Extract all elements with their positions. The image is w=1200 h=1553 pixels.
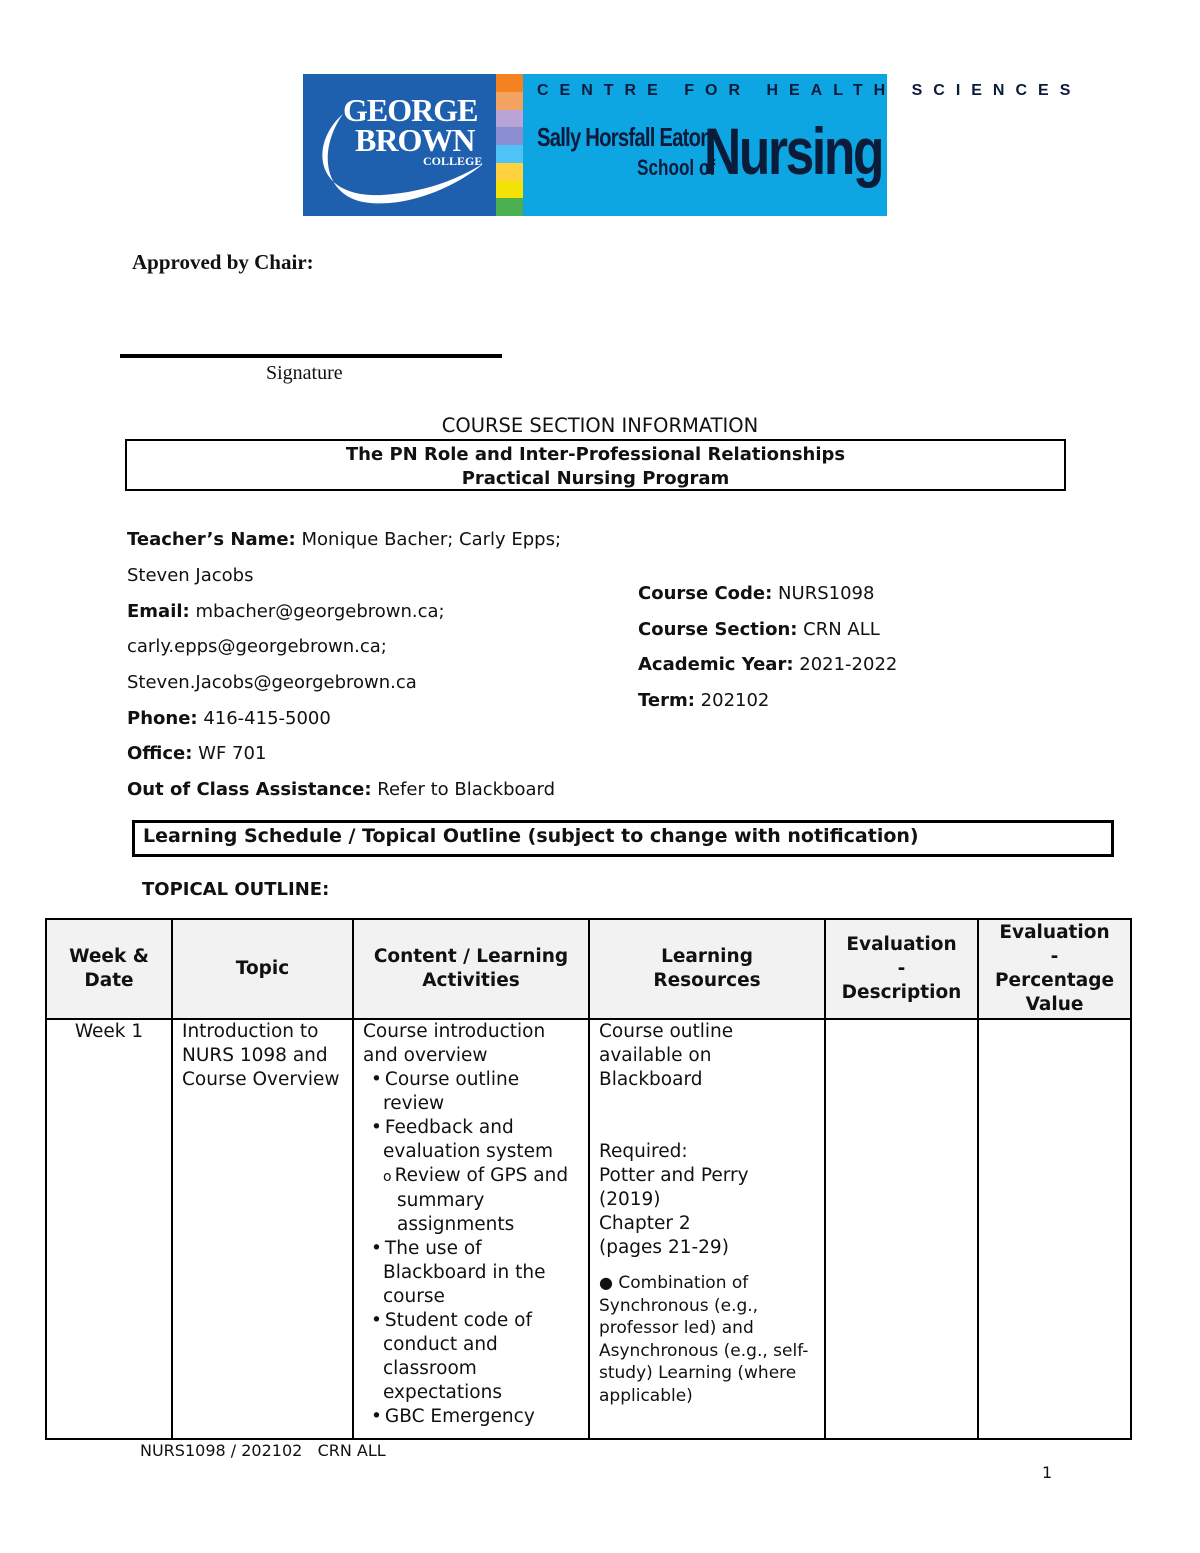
office: Office: WF 701 xyxy=(127,743,267,764)
approved-label: Approved by Chair: xyxy=(132,250,314,274)
topic-cell: Introduction to NURS 1098 and Course Overview xyxy=(172,1019,353,1439)
section-title: COURSE SECTION INFORMATION xyxy=(441,414,759,437)
header-topic: Topic xyxy=(172,919,353,1019)
list-item: o Review of GPS and summary assignments xyxy=(397,1164,579,1237)
resources-cell: Course outline available on Blackboard Required: Potter and Perry (2019) Chapter 2 (pages 21-29) ● Combination of Synchronous (e.g., professor led) and Asynchronous (e.g., self-study) Learning (where applicable) xyxy=(589,1019,825,1439)
school-name-nursing: Nursing xyxy=(704,114,883,188)
color-stripe xyxy=(496,92,523,110)
course-code: Course Code: NURS1098 xyxy=(638,583,875,604)
teacher-name: Teacher’s Name: Monique Bacher; Carly Epps; xyxy=(127,529,562,550)
school-name-line2: School of xyxy=(637,155,716,180)
table-row xyxy=(46,1019,1131,1439)
list-item: • Course outline review xyxy=(383,1068,579,1116)
header-eval-percentage: Evaluation - Percentage Value xyxy=(978,919,1131,1019)
email-3: Steven.Jacobs@georgebrown.ca xyxy=(127,672,417,693)
color-stripe xyxy=(496,110,523,128)
teacher-name-cont: Steven Jacobs xyxy=(127,565,254,586)
content-cell: Course introduction and overview • Course outline review • Feedback and evaluation system o Review of GPS and summary assignments • The use of Blackboard in the course • Student code of conduct and classroom expectations • GBC Emergency xyxy=(353,1019,589,1439)
out-of-class-assistance: Out of Class Assistance: Refer to Blackboard xyxy=(127,779,556,800)
course-title-box xyxy=(125,439,1066,491)
academic-year: Academic Year: 2021-2022 xyxy=(638,654,898,675)
course-name: The PN Role and Inter-Professional Relationships xyxy=(345,444,846,465)
list-item: • Student code of conduct and classroom expectations xyxy=(383,1309,579,1405)
phone: Phone: 416-415-5000 xyxy=(127,708,331,729)
header-content: Content / Learning Activities xyxy=(353,919,589,1019)
term: Term: 202102 xyxy=(638,690,770,711)
centre-title: CENTRE FOR HEALTH SCIENCES xyxy=(537,82,1082,99)
logo-college: COLLEGE xyxy=(423,154,483,168)
schedule-table xyxy=(45,918,1132,1440)
college-logo xyxy=(303,74,496,216)
schedule-title-box: Learning Schedule / Topical Outline (subject to change with notification) xyxy=(132,820,1114,857)
color-stripe xyxy=(496,163,523,181)
email: Email: mbacher@georgebrown.ca; xyxy=(127,601,445,622)
course-section: Course Section: CRN ALL xyxy=(638,619,880,640)
list-item: • The use of Blackboard in the course xyxy=(383,1237,579,1309)
eval-percentage-cell xyxy=(978,1019,1131,1439)
header-week: Week & Date xyxy=(46,919,172,1019)
footer-text: NURS1098 / 202102 CRN ALL xyxy=(140,1441,386,1460)
eval-description-cell xyxy=(825,1019,978,1439)
school-name-line1: Sally Horsfall Eaton xyxy=(537,122,712,152)
color-stripe xyxy=(496,127,523,145)
color-stripe xyxy=(496,198,523,216)
program-name: Practical Nursing Program xyxy=(461,468,730,489)
color-stripe xyxy=(496,74,523,92)
header-eval-description: Evaluation - Description xyxy=(825,919,978,1019)
page-number: 1 xyxy=(1042,1463,1053,1482)
logo-brown: BROWN xyxy=(355,122,475,158)
signature-line xyxy=(120,354,502,358)
logo-george: GEORGE xyxy=(343,92,478,128)
header-resources: Learning Resources xyxy=(589,919,825,1019)
week-cell: Week 1 xyxy=(46,1019,172,1439)
list-item: • GBC Emergency xyxy=(383,1405,579,1429)
color-stripe xyxy=(496,145,523,163)
email-2: carly.epps@georgebrown.ca; xyxy=(127,636,387,657)
list-item: • Feedback and evaluation system o Review of GPS and summary assignments xyxy=(383,1116,579,1237)
signature-label: Signature xyxy=(266,362,343,384)
list-item: ● Combination of Synchronous (e.g., professor led) and Asynchronous (e.g., self-study) Learning (where applicable) xyxy=(599,1273,809,1406)
color-stripe xyxy=(496,181,523,199)
table-header-row xyxy=(46,919,1131,1019)
topical-outline-heading: TOPICAL OUTLINE: xyxy=(142,879,330,900)
